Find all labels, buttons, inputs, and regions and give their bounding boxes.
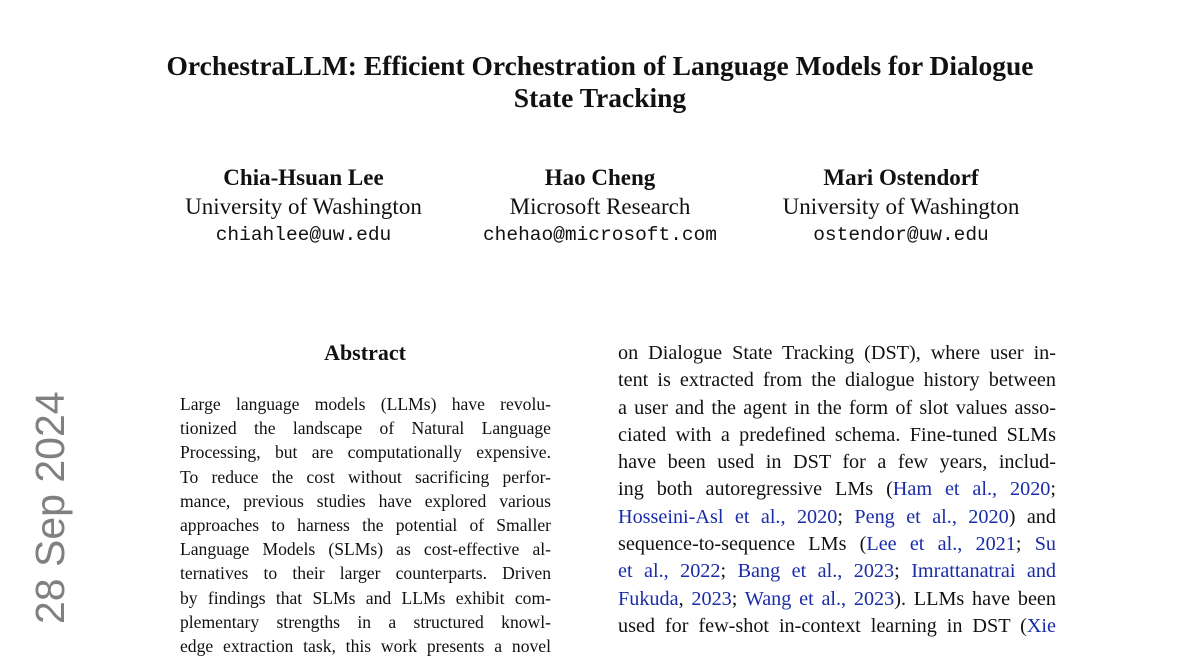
author-block-2 <box>460 164 740 250</box>
citation-link[interactable]: et al., 2022 <box>618 560 721 583</box>
author-name: Mari Ostendorf <box>823 165 979 190</box>
citation-link[interactable]: Xie <box>1026 614 1056 637</box>
intro-text: , <box>678 587 692 610</box>
intro-line <box>618 476 1056 503</box>
abstract-line: To reduce the cost without sacrificing perfor- <box>180 466 551 487</box>
abstract-line: by findings that SLMs and LLMs exhibit com- <box>180 587 551 608</box>
author-affiliation: Microsoft Research <box>509 193 691 219</box>
abstract-line: Processing, but are computationally expensive. <box>180 442 551 463</box>
citation-link[interactable]: Hosseini-Asl et al., 2020 <box>618 505 838 528</box>
author-affiliation: University of Washington <box>782 193 1020 219</box>
intro-text: ). LLMs have been <box>894 587 1056 610</box>
author-email: chiahlee@uw.edu <box>215 224 392 246</box>
abstract-heading: Abstract <box>324 340 406 365</box>
intro-line <box>618 504 1056 531</box>
intro-line: have been used in DST for a few years, includ- <box>618 451 1056 474</box>
paper-title <box>100 50 1100 114</box>
abstract-line: plementary strengths in a structured knowl- <box>180 611 551 632</box>
abstract-line: tionized the landscape of Natural Language <box>180 418 551 439</box>
citation-link[interactable]: Peng et al., 2020 <box>854 505 1009 528</box>
intro-line: a user and the agent in the form of slot values asso- <box>618 396 1056 419</box>
intro-line: on Dialogue State Tracking (DST), where user in- <box>618 342 1056 364</box>
abstract-line: edge extraction task, this work presents a novel <box>180 636 551 657</box>
intro-text: sequence-to-sequence LMs ( <box>618 533 867 556</box>
abstract-line: ternatives to their larger counterparts. Driven <box>180 563 551 584</box>
arxiv-side-date: 28 Sep 2024 <box>27 391 73 624</box>
author-email: chehao@microsoft.com <box>482 224 718 246</box>
intro-text: used for few-shot in-context learning in DST ( <box>618 614 1027 637</box>
author-email: ostendor@uw.edu <box>813 224 989 246</box>
title-line-1: OrchestraLLM: Efficient Orchestration of Language Models for Dialogue <box>166 50 1034 81</box>
title-line-2: State Tracking <box>513 82 687 113</box>
intro-text: ; <box>894 560 912 583</box>
citation-link[interactable]: Fukuda <box>618 587 679 610</box>
abstract-line: mance, previous studies have explored various <box>180 490 551 511</box>
intro-text: ; <box>731 587 745 610</box>
intro-text: ing both autoregressive LMs ( <box>618 478 893 501</box>
intro-line <box>618 531 1056 558</box>
intro-text: ; <box>837 505 855 528</box>
citation-link[interactable]: Ham et al., 2020 <box>892 478 1051 501</box>
author-name: Chia-Hsuan Lee <box>223 165 384 190</box>
intro-text: ; <box>720 560 738 583</box>
intro-text: ) and <box>1008 505 1056 528</box>
author-block-1 <box>160 164 447 250</box>
citation-link[interactable]: Bang et al., 2023 <box>737 560 895 583</box>
intro-line <box>618 586 1056 613</box>
intro-line: ciated with a predefined schema. Fine-tuned SLMs <box>618 423 1056 446</box>
citation-link[interactable]: Lee et al., 2021 <box>866 533 1016 556</box>
intro-line: tent is extracted from the dialogue history between <box>618 369 1056 392</box>
author-affiliation: University of Washington <box>185 193 422 219</box>
citation-link[interactable]: Wang et al., 2023 <box>744 587 895 610</box>
citation-link[interactable]: 2023 <box>691 587 732 610</box>
intro-text: ; <box>1050 478 1056 501</box>
intro-body <box>618 340 1056 640</box>
author-name: Hao Cheng <box>544 165 656 190</box>
author-block-3 <box>760 164 1042 250</box>
abstract-body <box>180 392 551 658</box>
citation-link[interactable]: Imrattanatrai and <box>911 560 1057 583</box>
citation-link[interactable]: Su <box>1034 533 1057 556</box>
abstract-line: Large language models (LLMs) have revolu- <box>180 394 551 414</box>
abstract-line: approaches to harness the potential of Smaller <box>180 515 551 536</box>
abstract-line: Language Models (SLMs) as cost-effective al- <box>180 539 551 560</box>
intro-text: ; <box>1015 533 1035 556</box>
intro-line <box>618 613 1056 640</box>
intro-line <box>618 558 1056 585</box>
